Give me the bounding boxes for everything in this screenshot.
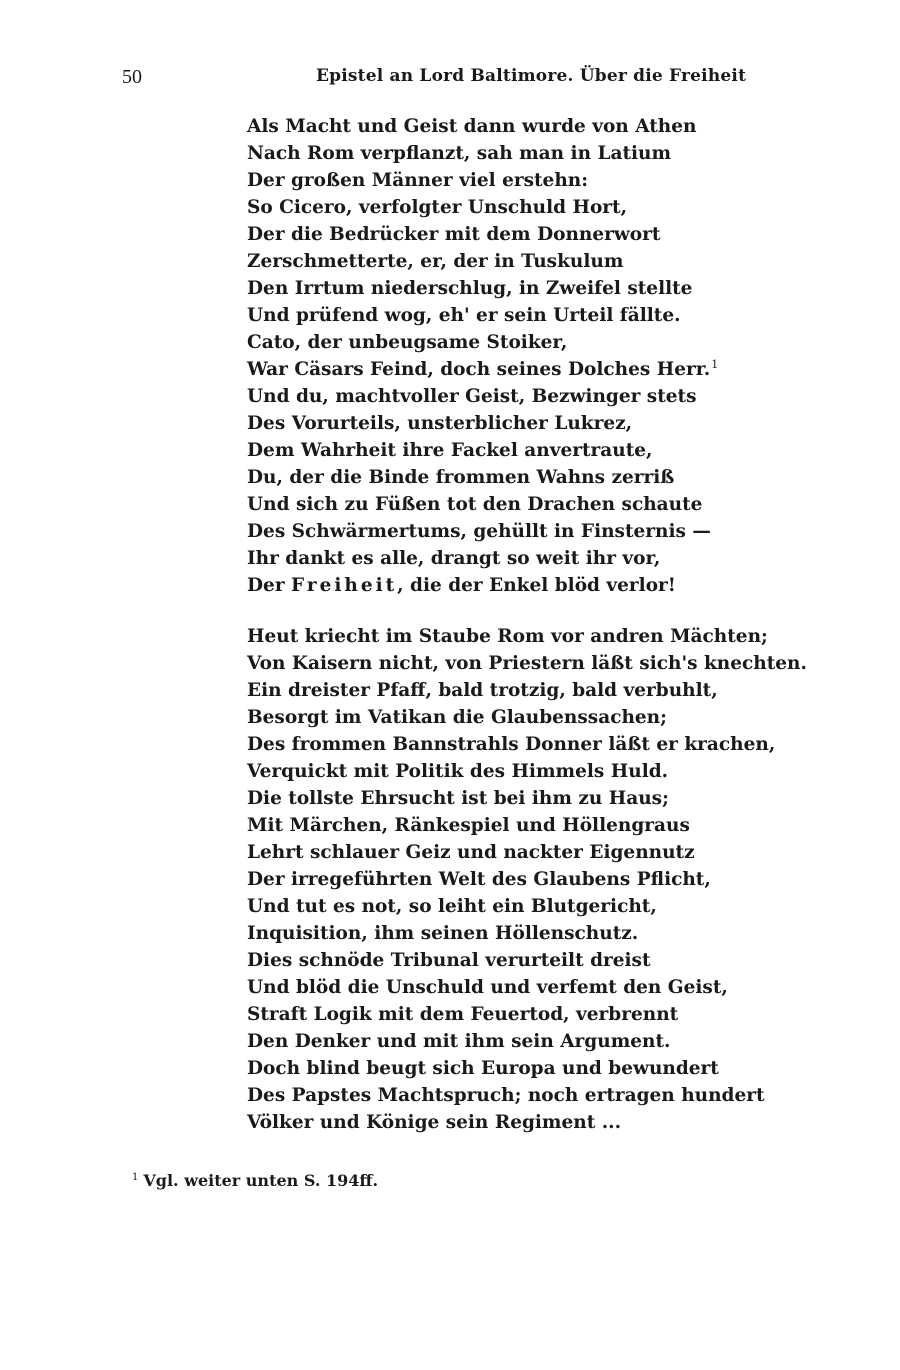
verse-line: Die tollste Ehrsucht ist bei ihm zu Haus; xyxy=(247,788,669,809)
verse-line: Ihr dankt es alle, drangt so weit ihr vor, xyxy=(247,548,661,569)
page-number: 50 xyxy=(122,66,142,88)
verse-line: Inquisition, ihm seinen Höllenschutz. xyxy=(247,923,639,944)
footnote xyxy=(132,1171,378,1190)
verse-line: Zerschmetterte, er, der in Tuskulum xyxy=(247,251,624,272)
verse-line: Und du, machtvoller Geist, Bezwinger stets xyxy=(247,386,697,407)
verse-line: Du, der die Binde frommen Wahns zerriß xyxy=(247,467,675,488)
verse-line: Der großen Männer viel erstehn: xyxy=(247,170,589,191)
verse-line: So Cicero, verfolgter Unschuld Hort, xyxy=(247,197,628,218)
verse-line: Und sich zu Füßen tot den Drachen schaute xyxy=(247,494,703,515)
verse-line: Des Vorurteils, unsterblicher Lukrez, xyxy=(247,413,633,434)
verse-line: Lehrt schlauer Geiz und nackter Eigennutz xyxy=(247,842,695,863)
verse-line: Dies schnöde Tribunal verurteilt dreist xyxy=(247,950,651,971)
verse-line: Des Papstes Machtspruch; noch ertragen hundert xyxy=(247,1085,765,1106)
verse-line: Verquickt mit Politik des Himmels Huld. xyxy=(247,761,669,782)
running-head: Epistel an Lord Baltimore. Über die Freiheit xyxy=(316,66,747,86)
verse-line: Des Schwärmertums, gehüllt in Finsternis — xyxy=(247,521,711,542)
verse-line: Und prüfend wog, eh' er sein Urteil fällte. xyxy=(247,305,681,326)
emphasized-word: Freiheit xyxy=(291,575,398,596)
verse-text: Der xyxy=(247,575,292,596)
verse-line: Cato, der unbeugsame Stoiker, xyxy=(247,332,568,353)
verse-line-last xyxy=(247,572,718,599)
stanza-2 xyxy=(247,623,807,1136)
verse-line: Der irregeführten Welt des Glaubens Pflicht, xyxy=(247,869,711,890)
verse-line: Als Macht und Geist dann wurde von Athen xyxy=(247,116,697,137)
verse-line: Ein dreister Pfaff, bald trotzig, bald verbuhlt, xyxy=(247,680,718,701)
verse-text: War Cäsars Feind, doch seines Dolches Herr. xyxy=(247,359,711,380)
footnote-text: Vgl. weiter unten S. 194ff. xyxy=(143,1171,379,1190)
stanza-1 xyxy=(247,113,718,599)
verse-line: Doch blind beugt sich Europa und bewundert xyxy=(247,1058,719,1079)
verse-line: Den Irrtum niederschlug, in Zweifel stellte xyxy=(247,278,693,299)
verse-text: , die der Enkel blöd verlor! xyxy=(397,575,676,596)
verse-line-with-note xyxy=(247,356,718,383)
verse-line: Dem Wahrheit ihre Fackel anvertraute, xyxy=(247,440,653,461)
verse-line: Der die Bedrücker mit dem Donnerwort xyxy=(247,224,661,245)
verse-line: Den Denker und mit ihm sein Argument. xyxy=(247,1031,671,1052)
verse-line: Völker und Könige sein Regiment ... xyxy=(247,1112,622,1133)
verse-line: Mit Märchen, Ränkespiel und Höllengraus xyxy=(247,815,690,836)
verse-line: Und blöd die Unschuld und verfemt den Geist, xyxy=(247,977,728,998)
verse-line: Straft Logik mit dem Feuertod, verbrennt xyxy=(247,1004,679,1025)
verse-line: Nach Rom verpflanzt, sah man in Latium xyxy=(247,143,672,164)
verse-line: Besorgt im Vatikan die Glaubenssachen; xyxy=(247,707,667,728)
verse-line: Heut kriecht im Staube Rom vor andren Mächten; xyxy=(247,626,768,647)
verse-line: Und tut es not, so leiht ein Blutgericht, xyxy=(247,896,657,917)
footnote-reference: 1 xyxy=(711,357,719,371)
footnote-mark: 1 xyxy=(132,1171,139,1183)
verse-line: Des frommen Bannstrahls Donner läßt er krachen, xyxy=(247,734,776,755)
verse-line: Von Kaisern nicht, von Priestern läßt sich's knechten. xyxy=(247,653,807,674)
